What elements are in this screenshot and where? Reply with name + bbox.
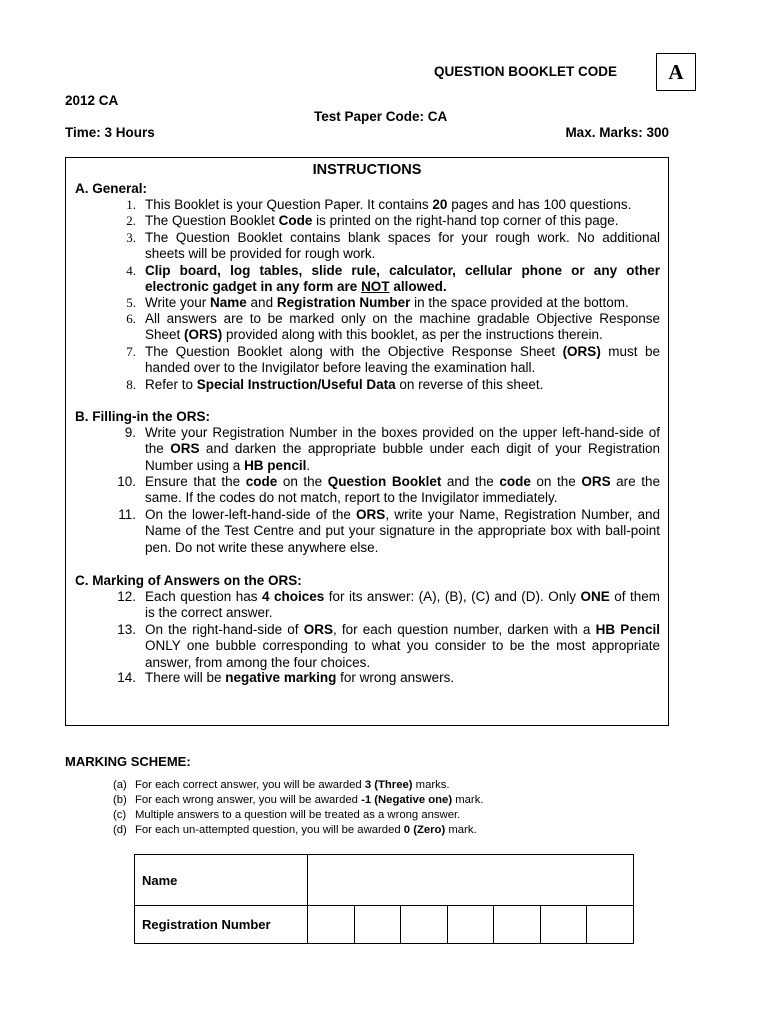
- instruction-number: 13.: [117, 622, 136, 637]
- text-run: Question Booklet: [327, 474, 442, 489]
- text-run: Name: [210, 295, 247, 310]
- text-run: Write your Registration Number in the boxes provided on the upper left-hand-side of the: [145, 425, 660, 457]
- exam-time: Time: 3 Hours: [65, 125, 155, 140]
- instruction-number: 3.: [126, 230, 136, 245]
- exam-year: 2012 CA: [65, 93, 119, 108]
- text-run: 3 (Three): [364, 779, 413, 791]
- marking-scheme-item: [113, 779, 450, 791]
- max-marks: Max. Marks: 300: [565, 125, 669, 140]
- text-run: negative marking: [225, 670, 337, 685]
- text-run: ORS: [303, 622, 333, 637]
- candidate-details-table: [134, 854, 634, 944]
- marking-scheme-item: [113, 794, 483, 806]
- instruction-number: 14.: [117, 670, 136, 685]
- marking-scheme-label: (b): [113, 794, 127, 806]
- text-run: There will be: [145, 670, 226, 685]
- text-run: .: [306, 457, 311, 473]
- text-run: and: [246, 295, 277, 310]
- text-run: ORS: [170, 441, 200, 457]
- text-run: 0 (Zero): [403, 824, 446, 836]
- instruction-text: [145, 230, 660, 263]
- text-run: For each wrong answer, you will be awarded: [135, 794, 362, 806]
- instruction-item: [70, 213, 660, 229]
- registration-digit-box[interactable]: [448, 906, 495, 943]
- instruction-item: [70, 425, 660, 474]
- instruction-text: [145, 589, 660, 622]
- section-marking-heading: C. Marking of Answers on the ORS:: [75, 573, 302, 588]
- instruction-number: 7.: [126, 344, 136, 359]
- text-run: Code: [278, 213, 313, 228]
- marking-scheme-item: [113, 824, 477, 836]
- text-run: All answers are to be marked only on the machine gradable Objective Response Sheet: [145, 311, 660, 343]
- text-run: NOT: [361, 279, 390, 295]
- text-run: Ensure that the: [145, 474, 246, 489]
- text-run: For each un-attempted question, you will be awarded: [135, 824, 404, 836]
- text-run: for wrong answers.: [336, 670, 455, 685]
- instruction-item: [70, 344, 660, 377]
- registration-digit-box[interactable]: [494, 906, 541, 943]
- text-run: (ORS): [184, 327, 223, 343]
- text-run: This Booklet is your Question Paper. It contains: [145, 197, 433, 212]
- instruction-text: [145, 295, 660, 311]
- test-paper-code: Test Paper Code: CA: [314, 109, 448, 124]
- instruction-number: 9.: [124, 425, 136, 440]
- instruction-text: [145, 425, 660, 474]
- registration-digit-boxes: [308, 906, 633, 943]
- text-run: The Question Booklet: [145, 213, 279, 228]
- text-run: Clip board, log tables, slide rule, calculator, cellular phone or any other electronic gadget in any form are: [145, 263, 660, 295]
- text-run: -1 (Negative one): [361, 794, 453, 806]
- text-run: (ORS): [562, 344, 601, 359]
- instruction-text: [145, 670, 660, 686]
- booklet-code-label: QUESTION BOOKLET CODE: [434, 64, 618, 79]
- text-run: mark.: [445, 824, 477, 836]
- text-run: 20: [432, 197, 448, 212]
- text-run: for its answer: (A), (B), (C) and (D). Only: [324, 589, 581, 604]
- registration-digit-box[interactable]: [401, 906, 448, 943]
- registration-digit-box[interactable]: [308, 906, 355, 943]
- marking-scheme-label: (d): [113, 824, 127, 836]
- instruction-item: [70, 263, 660, 296]
- registration-digit-box[interactable]: [541, 906, 588, 943]
- instruction-number: 5.: [126, 295, 136, 310]
- text-run: For each correct answer, you will be awarded: [135, 779, 365, 791]
- text-run: of them is the correct answer.: [145, 589, 660, 621]
- instruction-text: [145, 197, 660, 213]
- name-row: [135, 855, 633, 906]
- instruction-item: [70, 507, 660, 556]
- instruction-item: [70, 622, 660, 671]
- text-run: HB pencil: [244, 457, 307, 473]
- text-run: ONE: [580, 589, 610, 604]
- instruction-text: [145, 507, 660, 556]
- instruction-text: [145, 474, 660, 507]
- instruction-number: 11.: [118, 507, 136, 522]
- instruction-item: [70, 474, 660, 507]
- instruction-text: [145, 311, 660, 344]
- instruction-item: [70, 295, 660, 311]
- instruction-number: 2.: [126, 213, 136, 228]
- text-run: provided along with this booklet, as per the instructions therein.: [222, 327, 603, 343]
- text-run: and darken the appropriate bubble under each digit of your Registration Number using a: [145, 441, 660, 473]
- text-run: marks.: [412, 779, 450, 791]
- instruction-text: [145, 377, 660, 393]
- text-run: Each question has: [145, 589, 262, 604]
- text-run: The Question Booklet along with the Objective Response Sheet: [145, 344, 563, 359]
- marking-scheme-label: (c): [113, 809, 127, 821]
- text-run: are the same. If the codes do not match, report to the Invigilator immediately.: [145, 474, 661, 506]
- text-run: The Question Booklet contains blank spaces for your rough work. No additional sheets will be provided for rough work.: [145, 230, 660, 262]
- instruction-item: [70, 670, 660, 686]
- text-run: on the: [277, 474, 328, 489]
- text-run: , write your Name, Registration Number, and Name of the Test Centre and put your signature in the appropriate box with ball-point pen. Do not write these anywhere else.: [145, 507, 660, 555]
- instruction-text: [145, 213, 660, 229]
- registration-digit-box[interactable]: [355, 906, 402, 943]
- section-general-heading: A. General:: [75, 181, 148, 196]
- booklet-code-box: A: [656, 53, 696, 91]
- marking-scheme-title: MARKING SCHEME:: [65, 754, 191, 769]
- text-run: 4 choices: [262, 589, 325, 604]
- text-run: code: [499, 474, 531, 489]
- text-run: pages and has 100 questions.: [447, 197, 632, 212]
- marking-scheme-label: (a): [113, 779, 127, 791]
- text-run: in the space provided at the bottom.: [410, 295, 629, 310]
- text-run: Multiple answers to a question will be treated as a wrong answer.: [135, 809, 461, 821]
- text-run: On the right-hand-side of: [145, 622, 304, 637]
- text-run: On the lower-left-hand-side of the: [145, 507, 357, 522]
- instruction-number: 12.: [117, 589, 136, 604]
- text-run: mark.: [452, 794, 484, 806]
- registration-digit-box[interactable]: [587, 906, 633, 943]
- text-run: , for each question number, darken with a: [332, 622, 596, 637]
- instruction-item: [70, 311, 660, 344]
- instruction-number: 6.: [126, 311, 136, 326]
- section-filling-heading: B. Filling-in the ORS:: [75, 409, 210, 424]
- instruction-text: [145, 344, 660, 377]
- registration-row: [135, 906, 633, 943]
- instruction-item: [70, 230, 660, 263]
- text-run: is printed on the right-hand top corner of this page.: [312, 213, 619, 228]
- registration-label: Registration Number: [135, 906, 308, 943]
- text-run: must be handed over to the Invigilator before leaving the examination hall.: [145, 344, 660, 376]
- instruction-item: [70, 377, 660, 393]
- text-run: allowed.: [389, 279, 447, 295]
- text-run: ONLY one bubble corresponding to what you consider to be the most appropriate answer, from among the four choices.: [145, 638, 660, 670]
- instructions-title: INSTRUCTIONS: [312, 162, 422, 178]
- text-run: and the: [441, 474, 500, 489]
- text-run: Registration Number: [276, 295, 411, 310]
- instruction-number: 4.: [126, 263, 136, 278]
- text-run: Write your: [145, 295, 211, 310]
- instruction-text: [145, 263, 660, 296]
- marking-scheme-item: [113, 809, 460, 821]
- text-run: code: [245, 474, 278, 489]
- instruction-number: 10.: [117, 474, 136, 489]
- text-run: on the: [530, 474, 582, 489]
- instruction-number: 1.: [126, 197, 136, 212]
- text-run: Special Instruction/Useful Data: [196, 377, 396, 392]
- instruction-text: [145, 622, 660, 671]
- text-run: on reverse of this sheet.: [395, 377, 544, 392]
- name-label: Name: [135, 855, 308, 905]
- text-run: HB Pencil: [595, 622, 660, 637]
- instruction-number: 8.: [126, 377, 136, 392]
- instruction-item: [70, 197, 660, 213]
- name-field[interactable]: [308, 855, 633, 905]
- instruction-item: [70, 589, 660, 622]
- text-run: ORS: [581, 474, 611, 489]
- text-run: Refer to: [145, 377, 197, 392]
- text-run: ORS: [356, 507, 386, 522]
